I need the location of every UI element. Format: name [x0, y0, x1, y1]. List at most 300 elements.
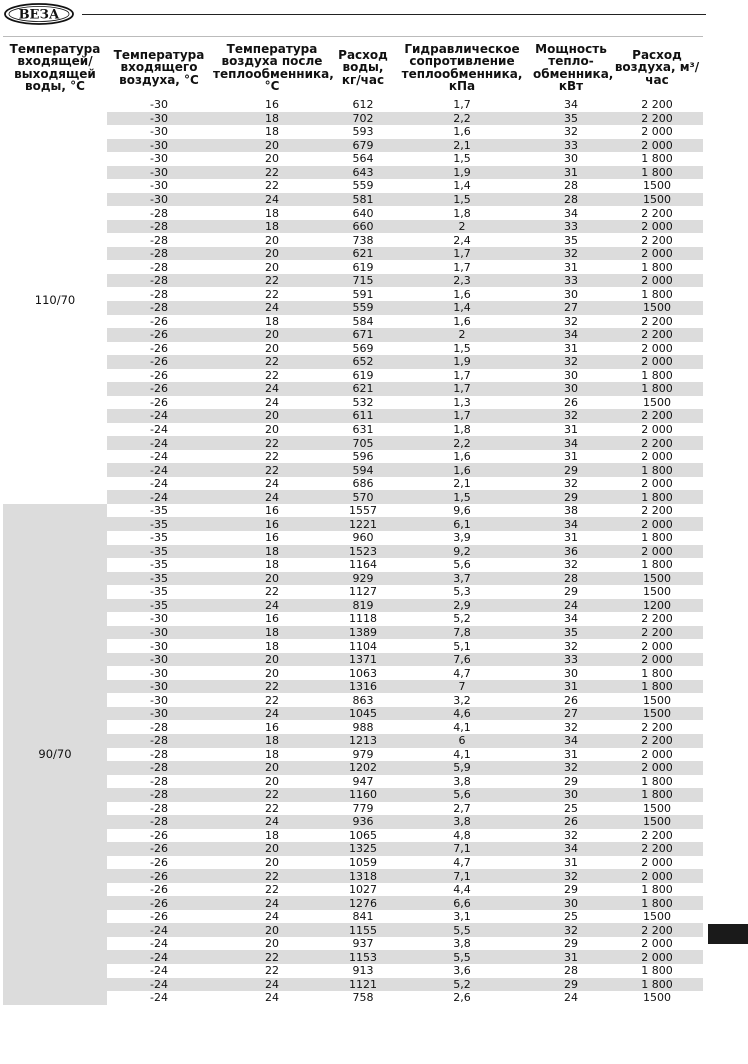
- table-row: [3, 788, 703, 802]
- cell-water-flow: 1164: [349, 558, 377, 572]
- cell-resistance: 1,7: [453, 368, 471, 382]
- cell-resistance: 5,9: [393, 761, 531, 775]
- cell-water-flow: 581: [333, 193, 393, 207]
- cell-air-in: -30: [150, 98, 168, 112]
- cell-air-flow: 1 800: [641, 964, 673, 978]
- cell-resistance: 2,3: [393, 274, 531, 288]
- page-header: [0, 0, 748, 36]
- cell-air-out: 22: [211, 274, 333, 288]
- cell-air-in: -28: [107, 734, 211, 748]
- header-row: [3, 37, 703, 99]
- cell-resistance: 5,1: [453, 639, 471, 653]
- cell-resistance: 3,1: [453, 910, 471, 924]
- cell-resistance: 3,8: [453, 774, 471, 788]
- col-header-air-out-temp: Температура воздуха после теплообменника, °С: [211, 37, 333, 99]
- cell-resistance: 7,6: [393, 653, 531, 667]
- cell-air-in: -24: [107, 463, 211, 477]
- table-row: [3, 680, 703, 694]
- cell-power: 30: [531, 382, 611, 396]
- cell-resistance: 4,4: [453, 883, 471, 897]
- cell-air-in: -24: [107, 978, 211, 992]
- cell-air-flow: 2 000: [611, 220, 703, 234]
- cell-power: 29: [531, 490, 611, 504]
- cell-power: 29: [531, 463, 611, 477]
- cell-resistance: 1,8: [453, 423, 471, 437]
- cell-air-flow: 1500: [643, 910, 671, 924]
- cell-air-out: 16: [265, 612, 279, 626]
- cell-water-flow: 1325: [333, 842, 393, 856]
- col-header-water-temp: Температура входящей/ выходящей воды, °С: [3, 37, 107, 99]
- cell-resistance: 1,7: [453, 98, 471, 112]
- cell-water-flow: 702: [333, 112, 393, 126]
- cell-air-flow: 1 800: [611, 978, 703, 992]
- cell-air-in: -30: [107, 626, 211, 640]
- cell-air-out: 22: [265, 450, 279, 464]
- cell-power: 36: [531, 545, 611, 559]
- cell-resistance: 5,6: [453, 558, 471, 572]
- cell-power: 25: [564, 801, 578, 815]
- cell-power: 26: [564, 693, 578, 707]
- cell-power: 27: [531, 707, 611, 721]
- cell-power: 29: [564, 883, 578, 897]
- cell-resistance: 1,7: [453, 260, 471, 274]
- cell-water-flow: 738: [352, 233, 374, 247]
- cell-air-flow: 1 800: [611, 166, 703, 180]
- cell-air-flow: 1 800: [611, 382, 703, 396]
- cell-air-out: 24: [265, 991, 279, 1005]
- cell-power: 31: [564, 747, 578, 761]
- cell-power: 38: [564, 504, 578, 518]
- cell-water-flow: 559: [333, 301, 393, 315]
- cell-power: 31: [564, 531, 578, 545]
- cell-resistance: 1,7: [393, 382, 531, 396]
- cell-water-flow: 863: [352, 693, 374, 707]
- cell-air-in: -26: [150, 314, 168, 328]
- cell-air-in: -26: [150, 368, 168, 382]
- cell-power: 32: [564, 558, 578, 572]
- table-row: [3, 436, 703, 450]
- cell-water-flow: 1063: [349, 666, 377, 680]
- cell-water-flow: 564: [352, 152, 374, 166]
- cell-air-out: 18: [265, 639, 279, 653]
- cell-air-in: -30: [107, 112, 211, 126]
- cell-water-flow: 1127: [349, 585, 377, 599]
- cell-air-out: 18: [211, 626, 333, 640]
- table-row: [3, 734, 703, 748]
- cell-power: 34: [531, 734, 611, 748]
- cell-air-out: 22: [265, 964, 279, 978]
- cell-air-in: -28: [107, 761, 211, 775]
- cell-air-in: -26: [150, 910, 168, 924]
- cell-air-flow: 2 200: [641, 206, 673, 220]
- cell-water-flow: 584: [352, 314, 374, 328]
- cell-air-flow: 1 800: [611, 788, 703, 802]
- cell-air-in: -28: [150, 260, 168, 274]
- cell-resistance: 7,1: [393, 842, 531, 856]
- cell-air-out: 20: [211, 842, 333, 856]
- cell-power: 32: [564, 314, 578, 328]
- cell-water-flow: 758: [352, 991, 374, 1005]
- cell-air-flow: 1 800: [641, 531, 673, 545]
- cell-resistance: 2,1: [453, 477, 471, 491]
- cell-air-in: -35: [107, 599, 211, 613]
- cell-air-out: 18: [265, 828, 279, 842]
- cell-power: 29: [564, 937, 578, 951]
- table-row: [3, 991, 703, 1005]
- cell-air-flow: 2 000: [641, 125, 673, 139]
- cell-air-in: -30: [107, 653, 211, 667]
- cell-water-flow: 1155: [333, 923, 393, 937]
- cell-air-in: -24: [150, 423, 168, 437]
- cell-air-in: -24: [107, 950, 211, 964]
- cell-water-flow: 1121: [333, 978, 393, 992]
- cell-power: 24: [564, 991, 578, 1005]
- cell-power: 30: [564, 152, 578, 166]
- cell-air-flow: 2 200: [611, 409, 703, 423]
- cell-power: 30: [564, 287, 578, 301]
- cell-resistance: 1,4: [453, 179, 471, 193]
- cell-power: 34: [531, 517, 611, 531]
- cell-power: 31: [564, 450, 578, 464]
- cell-air-out: 18: [265, 314, 279, 328]
- cell-air-flow: 1500: [611, 815, 703, 829]
- cell-air-in: -26: [150, 856, 168, 870]
- table-row: [3, 477, 703, 491]
- cell-air-flow: 2 000: [611, 653, 703, 667]
- cell-water-flow: 591: [352, 287, 374, 301]
- cell-air-in: -26: [150, 828, 168, 842]
- cell-air-out: 22: [211, 869, 333, 883]
- cell-resistance: 9,2: [393, 545, 531, 559]
- col-header-power: Мощность тепло-обменника, кВт: [531, 37, 611, 99]
- cell-air-out: 20: [265, 152, 279, 166]
- cell-air-in: -24: [107, 923, 211, 937]
- cell-water-flow: 1523: [333, 545, 393, 559]
- cell-air-out: 18: [265, 558, 279, 572]
- table-body: [3, 98, 703, 1005]
- cell-water-flow: 936: [333, 815, 393, 829]
- cell-air-out: 24: [211, 815, 333, 829]
- cell-air-flow: 2 000: [641, 450, 673, 464]
- cell-air-in: -30: [150, 179, 168, 193]
- table-row: [3, 152, 703, 166]
- cell-air-in: -28: [150, 747, 168, 761]
- cell-air-in: -28: [107, 815, 211, 829]
- cell-water-flow: 559: [352, 179, 374, 193]
- logo-text: ВЕЗА: [18, 7, 60, 23]
- cell-air-in: -28: [150, 774, 168, 788]
- col-header-water-flow: Расход воды, кг/час: [333, 37, 393, 99]
- cell-air-in: -26: [107, 355, 211, 369]
- cell-resistance: 1,9: [393, 355, 531, 369]
- table-row: [3, 693, 703, 707]
- cell-resistance: 7,8: [393, 626, 531, 640]
- cell-resistance: 5,2: [393, 978, 531, 992]
- table-row: [3, 531, 703, 545]
- cell-power: 32: [531, 869, 611, 883]
- table-row: [3, 666, 703, 680]
- cell-power: 33: [531, 653, 611, 667]
- cell-air-out: 22: [211, 463, 333, 477]
- cell-water-flow: 979: [352, 747, 374, 761]
- cell-water-flow: 593: [352, 125, 374, 139]
- cell-air-out: 22: [265, 287, 279, 301]
- table-row: [3, 842, 703, 856]
- cell-water-flow: 937: [352, 937, 374, 951]
- cell-resistance: 3,7: [393, 572, 531, 586]
- cell-air-in: -30: [150, 693, 168, 707]
- cell-air-in: -35: [150, 558, 168, 572]
- table-row: [3, 599, 703, 613]
- cell-air-flow: 2 000: [641, 477, 673, 491]
- table-row: [3, 490, 703, 504]
- cell-resistance: 2,6: [453, 991, 471, 1005]
- table-row: [3, 206, 703, 220]
- cell-air-flow: 2 200: [611, 842, 703, 856]
- cell-resistance: 1,9: [393, 166, 531, 180]
- cell-resistance: 1,6: [453, 125, 471, 139]
- cell-power: 30: [564, 368, 578, 382]
- cell-water-flow: 988: [352, 720, 374, 734]
- table-row: [3, 301, 703, 315]
- cell-air-in: -35: [150, 585, 168, 599]
- cell-air-out: 18: [265, 125, 279, 139]
- cell-resistance: 2,4: [453, 233, 471, 247]
- table-row: [3, 964, 703, 978]
- table-row: [3, 639, 703, 653]
- cell-resistance: 2: [393, 220, 531, 234]
- table-row: [3, 802, 703, 816]
- cell-resistance: 2,7: [453, 801, 471, 815]
- cell-water-flow: 619: [352, 368, 374, 382]
- cell-water-flow: 594: [333, 463, 393, 477]
- cell-air-in: -30: [107, 166, 211, 180]
- group-label-cell: 90/70: [3, 504, 107, 1005]
- table-row: [3, 504, 703, 518]
- cell-resistance: 4,7: [453, 856, 471, 870]
- table-row: [3, 382, 703, 396]
- cell-resistance: 7: [393, 680, 531, 694]
- cell-air-flow: 2 000: [611, 139, 703, 153]
- cell-air-out: 16: [265, 504, 279, 518]
- cell-resistance: 1,6: [453, 314, 471, 328]
- cell-air-flow: 1 800: [641, 260, 673, 274]
- cell-air-flow: 2 200: [641, 98, 673, 112]
- table-row: [3, 978, 703, 992]
- cell-resistance: 6: [393, 734, 531, 748]
- cell-air-flow: 2 000: [641, 341, 673, 355]
- table-row: [3, 220, 703, 234]
- cell-air-out: 18: [211, 734, 333, 748]
- cell-water-flow: 1389: [333, 626, 393, 640]
- table-row: [3, 923, 703, 937]
- table-row: [3, 761, 703, 775]
- table-row: [3, 883, 703, 897]
- cell-air-flow: 2 200: [611, 112, 703, 126]
- cell-water-flow: 1213: [333, 734, 393, 748]
- cell-air-out: 18: [265, 747, 279, 761]
- cell-air-in: -30: [150, 666, 168, 680]
- table-row: [3, 937, 703, 951]
- table-row: [3, 409, 703, 423]
- cell-resistance: 2,1: [393, 139, 531, 153]
- cell-resistance: 4,1: [453, 747, 471, 761]
- cell-water-flow: 1045: [333, 707, 393, 721]
- cell-power: 33: [531, 274, 611, 288]
- cell-power: 28: [564, 179, 578, 193]
- table-row: [3, 342, 703, 356]
- cell-air-out: 24: [211, 599, 333, 613]
- cell-water-flow: 1160: [333, 788, 393, 802]
- table-row: [3, 653, 703, 667]
- cell-air-in: -24: [107, 436, 211, 450]
- cell-air-in: -30: [107, 193, 211, 207]
- table-row: [3, 369, 703, 383]
- cell-air-in: -35: [107, 517, 211, 531]
- cell-air-in: -26: [107, 842, 211, 856]
- cell-air-flow: 1 800: [641, 666, 673, 680]
- cell-air-flow: 1500: [611, 193, 703, 207]
- cell-air-out: 18: [211, 220, 333, 234]
- col-header-hydraulic-resistance: Гидравлическое сопротивление теплообменника, кПа: [393, 37, 531, 99]
- cell-power: 31: [564, 260, 578, 274]
- cell-air-out: 20: [265, 260, 279, 274]
- table-row: [3, 910, 703, 924]
- cell-air-out: 20: [211, 247, 333, 261]
- cell-air-in: -26: [150, 395, 168, 409]
- table-row: [3, 463, 703, 477]
- cell-resistance: 4,1: [453, 720, 471, 734]
- cell-power: 33: [531, 139, 611, 153]
- cell-power: 34: [531, 328, 611, 342]
- cell-water-flow: 570: [333, 490, 393, 504]
- cell-air-out: 16: [265, 720, 279, 734]
- cell-water-flow: 679: [333, 139, 393, 153]
- cell-resistance: 2,2: [393, 112, 531, 126]
- cell-resistance: 3,9: [453, 531, 471, 545]
- cell-air-out: 22: [211, 950, 333, 964]
- specification-table: [3, 36, 703, 1005]
- cell-power: 34: [531, 436, 611, 450]
- cell-air-out: 24: [211, 978, 333, 992]
- cell-air-flow: 1500: [611, 707, 703, 721]
- cell-air-in: -28: [150, 720, 168, 734]
- table-row: [3, 707, 703, 721]
- cell-power: 35: [564, 233, 578, 247]
- cell-power: 30: [531, 896, 611, 910]
- cell-resistance: 1,4: [393, 301, 531, 315]
- cell-air-flow: 1500: [611, 301, 703, 315]
- cell-water-flow: 1276: [333, 896, 393, 910]
- cell-air-out: 18: [265, 206, 279, 220]
- table-row: [3, 612, 703, 626]
- table-row: [3, 856, 703, 870]
- cell-air-out: 22: [265, 179, 279, 193]
- cell-air-out: 20: [211, 923, 333, 937]
- cell-power: 29: [564, 585, 578, 599]
- cell-air-out: 20: [265, 937, 279, 951]
- cell-air-in: -24: [107, 409, 211, 423]
- cell-resistance: 2: [393, 328, 531, 342]
- cell-water-flow: 596: [352, 450, 374, 464]
- table-head: [3, 37, 703, 99]
- cell-air-in: -35: [107, 572, 211, 586]
- cell-power: 35: [531, 626, 611, 640]
- cell-power: 32: [531, 923, 611, 937]
- cell-air-flow: 2 000: [641, 747, 673, 761]
- cell-water-flow: 779: [352, 801, 374, 815]
- cell-air-out: 20: [211, 409, 333, 423]
- cell-air-flow: 1 800: [611, 680, 703, 694]
- table-row: [3, 179, 703, 193]
- cell-power: 34: [564, 206, 578, 220]
- cell-air-flow: 1500: [643, 693, 671, 707]
- table-row: [3, 328, 703, 342]
- cell-air-flow: 2 200: [641, 612, 673, 626]
- cell-air-flow: 2 000: [641, 639, 673, 653]
- table-row: [3, 139, 703, 153]
- cell-air-flow: 2 000: [611, 869, 703, 883]
- cell-air-out: 22: [265, 585, 279, 599]
- cell-air-flow: 2 000: [641, 856, 673, 870]
- cell-resistance: 5,2: [453, 612, 471, 626]
- cell-water-flow: 1316: [333, 680, 393, 694]
- cell-resistance: 1,5: [453, 152, 471, 166]
- cell-water-flow: 640: [352, 206, 374, 220]
- cell-power: 34: [564, 612, 578, 626]
- cell-power: 24: [531, 599, 611, 613]
- cell-air-out: 20: [211, 761, 333, 775]
- table-row: [3, 396, 703, 410]
- cell-air-flow: 2 000: [611, 247, 703, 261]
- cell-air-out: 24: [211, 301, 333, 315]
- cell-air-flow: 1200: [611, 599, 703, 613]
- cell-power: 32: [531, 409, 611, 423]
- table-row: [3, 260, 703, 274]
- cell-air-flow: 2 000: [611, 355, 703, 369]
- table-row: [3, 287, 703, 301]
- cell-power: 31: [531, 680, 611, 694]
- cell-resistance: 1,5: [393, 490, 531, 504]
- cell-air-flow: 1 800: [641, 558, 673, 572]
- cell-air-in: -28: [107, 274, 211, 288]
- cell-air-in: -24: [107, 490, 211, 504]
- cell-air-flow: 2 200: [611, 436, 703, 450]
- cell-air-out: 24: [265, 910, 279, 924]
- cell-air-flow: 1 800: [641, 774, 673, 788]
- table-row: [3, 869, 703, 883]
- cell-resistance: 4,7: [453, 666, 471, 680]
- table-row: [3, 193, 703, 207]
- cell-water-flow: 532: [352, 395, 374, 409]
- cell-air-flow: 2 000: [611, 274, 703, 288]
- group-label-cell: 110/70: [3, 98, 107, 504]
- table-row: [3, 720, 703, 734]
- cell-water-flow: 913: [352, 964, 374, 978]
- cell-air-flow: 2 200: [641, 314, 673, 328]
- cell-air-flow: 2 200: [611, 734, 703, 748]
- cell-water-flow: 660: [333, 220, 393, 234]
- cell-water-flow: 1059: [349, 856, 377, 870]
- cell-water-flow: 643: [333, 166, 393, 180]
- cell-air-in: -30: [150, 612, 168, 626]
- cell-power: 32: [564, 125, 578, 139]
- cell-power: 34: [531, 842, 611, 856]
- cell-air-in: -26: [107, 896, 211, 910]
- cell-resistance: 1,6: [393, 463, 531, 477]
- table-row: [3, 274, 703, 288]
- section-tab-marker: [708, 924, 748, 944]
